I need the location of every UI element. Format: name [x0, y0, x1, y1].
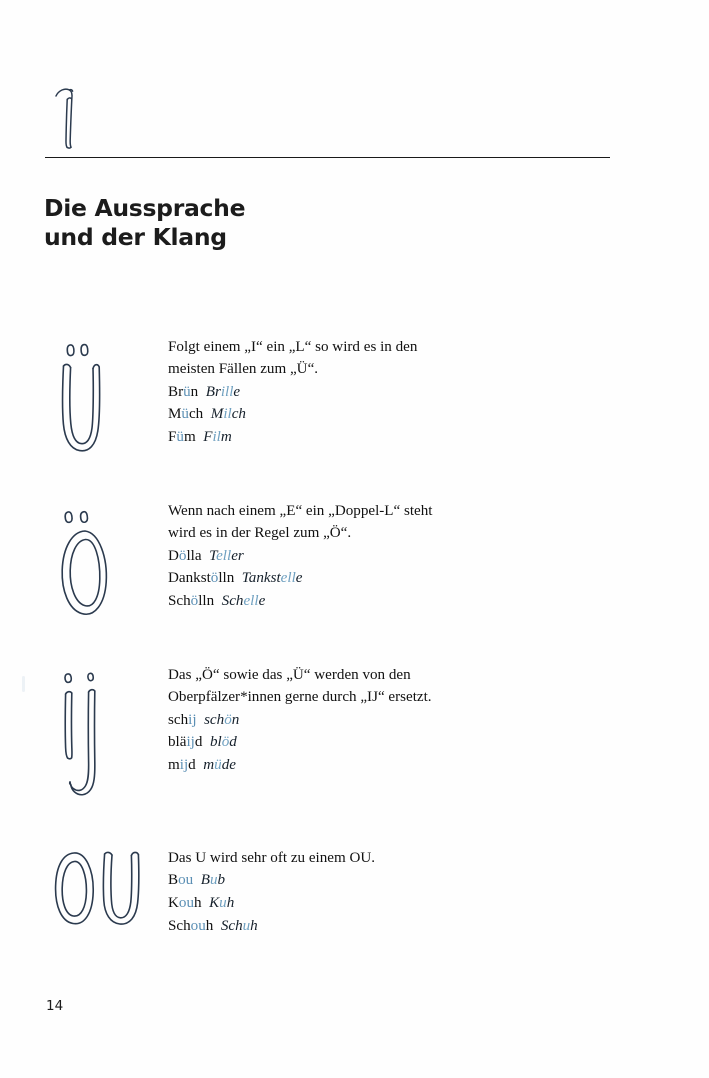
example-dialect — [168, 872, 193, 888]
example-list — [168, 545, 490, 613]
example-dialect — [168, 712, 197, 728]
page-title — [44, 194, 464, 252]
handdrawn-ij-icon — [59, 666, 121, 798]
example-dialect-highlight: ou — [178, 895, 194, 911]
example-standard-highlight: ill — [220, 383, 234, 400]
rule-description-line-1: Folgt einem „I“ ein „L“ so wird es in den — [168, 339, 418, 355]
page-title-line-1: Die Aussprache — [44, 193, 246, 222]
rule-description — [168, 500, 490, 545]
rule-description-line-2: Oberpfälzer*innen gerne durch „IJ“ ersetzt. — [168, 689, 432, 706]
example-dialect-highlight: ü — [181, 406, 189, 423]
rule-description-line-2: meisten Fällen zum „Ü“. — [168, 361, 319, 378]
example-item — [168, 754, 490, 777]
example-dialect-pre: Dankst — [168, 570, 211, 587]
example-dialect-highlight: ij — [179, 757, 189, 773]
example-standard-highlight: ö — [221, 734, 230, 751]
example-standard — [209, 548, 244, 564]
example-dialect-post: lln — [218, 570, 235, 587]
example-dialect — [168, 406, 203, 422]
example-standard — [211, 406, 246, 422]
example-standard-highlight: ü — [214, 757, 222, 773]
example-standard — [204, 712, 239, 728]
example-standard-pre: Br — [205, 383, 221, 400]
rule-section — [0, 847, 709, 967]
example-standard-highlight: ö — [224, 711, 232, 728]
example-dialect-post: lla — [186, 547, 202, 564]
example-standard-pre: B — [200, 872, 210, 889]
example-dialect-highlight: ö — [190, 593, 199, 609]
rule-glyph — [45, 500, 160, 630]
example-item — [168, 381, 490, 404]
rule-glyph — [45, 847, 160, 977]
example-standard-pre: K — [209, 895, 220, 911]
page-number: 14 — [46, 998, 64, 1014]
example-standard-pre: F — [203, 429, 213, 445]
example-standard — [209, 895, 234, 911]
rule-glyph — [45, 664, 160, 794]
example-standard — [203, 429, 232, 445]
example-standard-post: m — [220, 429, 232, 445]
rule-description-line-1: Das U wird sehr oft zu einem OU. — [168, 850, 376, 866]
example-dialect-highlight: ü — [176, 429, 184, 445]
example-dialect-pre: M — [168, 406, 182, 423]
example-item — [168, 567, 490, 590]
example-standard-post: e — [258, 593, 266, 609]
example-standard-pre: Tankst — [241, 570, 281, 587]
example-standard-post: h — [226, 895, 235, 911]
example-standard-highlight: il — [223, 406, 232, 423]
example-standard-highlight: u — [242, 917, 251, 934]
example-item — [168, 403, 490, 426]
example-dialect-post: ch — [188, 406, 204, 423]
rule-section — [0, 500, 709, 664]
example-standard-highlight: ell — [280, 570, 296, 587]
page-title-line-2: und der Klang — [44, 222, 227, 251]
example-item — [168, 892, 490, 915]
rule-text — [168, 664, 490, 777]
example-standard-pre: M — [210, 406, 224, 423]
example-dialect-post: m — [183, 429, 196, 445]
example-dialect — [168, 757, 196, 773]
example-standard — [221, 918, 258, 934]
example-dialect-highlight: ij — [188, 711, 197, 728]
example-item — [168, 731, 490, 754]
handdrawn-one-icon — [45, 84, 101, 154]
rule-description — [168, 336, 490, 381]
rule-text — [168, 847, 490, 937]
example-standard — [210, 734, 237, 750]
example-standard-highlight: il — [212, 429, 221, 445]
example-standard-highlight: ell — [243, 593, 259, 609]
example-dialect-pre: m — [168, 757, 180, 773]
example-dialect-pre: K — [168, 895, 179, 911]
example-standard-post: ch — [231, 406, 246, 423]
example-dialect — [168, 384, 198, 400]
example-dialect-pre: Sch — [168, 593, 191, 609]
rule-section — [0, 664, 709, 847]
example-standard-post: h — [250, 917, 258, 934]
rule-glyph — [45, 336, 160, 466]
example-dialect — [168, 895, 202, 911]
example-standard — [201, 872, 225, 888]
handdrawn-o-umlaut-icon — [55, 508, 117, 626]
example-dialect — [168, 918, 213, 934]
handdrawn-ou-icon — [51, 849, 147, 929]
example-dialect-pre: B — [168, 872, 179, 889]
rule-description-line-2: wird es in der Regel zum „Ö“. — [168, 525, 352, 542]
example-dialect-pre: blä — [168, 734, 187, 751]
example-dialect-post: d — [188, 757, 196, 773]
example-dialect-post: lln — [198, 593, 215, 609]
example-list — [168, 381, 490, 449]
example-dialect-pre: Sch — [168, 917, 191, 934]
chapter-divider — [45, 157, 610, 158]
example-dialect-pre: Br — [168, 383, 184, 400]
example-standard-post: de — [221, 757, 236, 773]
example-standard-pre: Sch — [221, 593, 244, 609]
example-standard — [203, 757, 236, 773]
example-dialect-post: d — [194, 734, 203, 751]
rule-description-line-1: Das „Ö“ sowie das „Ü“ werden von den — [168, 667, 411, 683]
example-standard-post: b — [217, 872, 226, 889]
rule-description — [168, 847, 490, 869]
example-dialect-highlight: ö — [178, 547, 187, 564]
example-standard-post: e — [295, 570, 303, 587]
example-standard — [222, 593, 266, 609]
example-dialect-highlight: ou — [190, 917, 206, 934]
example-standard — [242, 570, 303, 586]
example-standard-pre: sch — [204, 711, 225, 728]
rule-description — [168, 664, 490, 709]
example-dialect-highlight: ü — [183, 383, 191, 400]
rule-section — [0, 336, 709, 500]
example-standard-post: e — [233, 383, 241, 400]
example-standard-post: n — [231, 711, 240, 728]
example-item — [168, 426, 490, 449]
example-item — [168, 590, 490, 613]
example-standard-post: d — [229, 734, 237, 751]
example-standard-highlight: u — [209, 872, 218, 889]
example-standard-pre: T — [209, 547, 217, 564]
example-standard — [206, 384, 240, 400]
handdrawn-u-umlaut-icon — [57, 340, 115, 458]
example-dialect-highlight: ö — [210, 570, 219, 587]
example-dialect — [168, 429, 196, 445]
example-list — [168, 869, 490, 937]
example-standard-highlight: u — [219, 895, 227, 911]
rule-text — [168, 336, 490, 449]
rule-description-line-1: Wenn nach einem „E“ ein „Doppel-L“ steht — [168, 503, 433, 519]
example-dialect-pre: F — [168, 429, 177, 445]
example-dialect — [168, 548, 202, 564]
rules-list — [0, 336, 709, 967]
example-dialect — [168, 593, 214, 609]
example-dialect — [168, 734, 202, 750]
example-dialect — [168, 570, 234, 586]
example-dialect-highlight: ou — [178, 872, 194, 889]
example-dialect-pre: D — [168, 547, 179, 564]
example-dialect-post: h — [194, 895, 202, 911]
example-list — [168, 709, 490, 777]
example-standard-highlight: ell — [216, 547, 232, 564]
example-item — [168, 709, 490, 732]
example-item — [168, 869, 490, 892]
example-item — [168, 545, 490, 568]
example-standard-post: er — [231, 547, 244, 564]
example-dialect-post: h — [205, 917, 214, 934]
example-standard-pre: Sch — [220, 917, 243, 934]
example-dialect-highlight: ij — [186, 734, 195, 751]
example-standard-pre: m — [203, 757, 215, 773]
example-standard-pre: bl — [209, 734, 222, 751]
example-dialect-post: n — [190, 383, 199, 400]
example-dialect-pre: sch — [168, 711, 189, 728]
example-item — [168, 915, 490, 938]
rule-text — [168, 500, 490, 613]
